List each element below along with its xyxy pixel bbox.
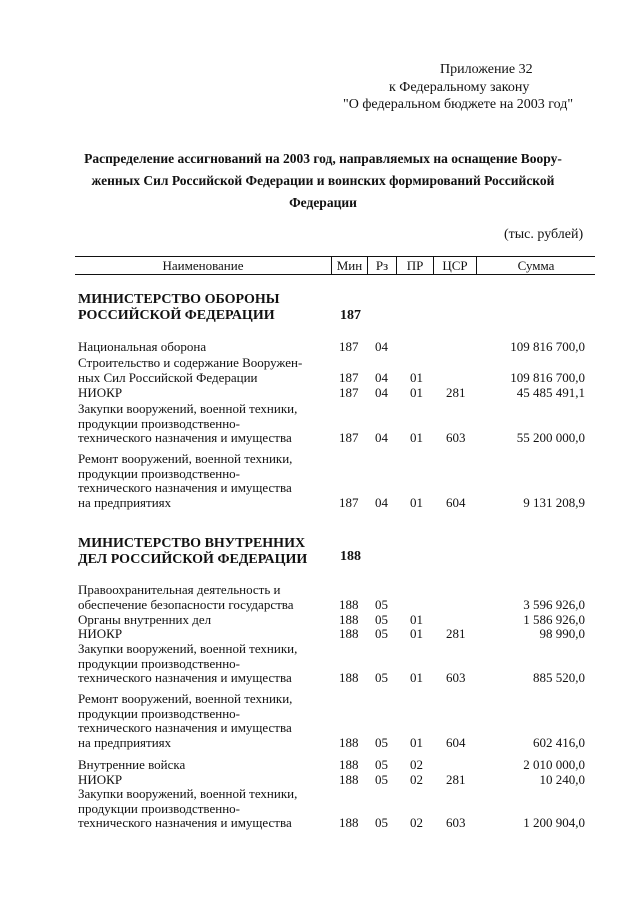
row-name: Внутренние войска [78, 757, 186, 772]
table-header [75, 256, 595, 275]
table-row [0, 627, 640, 642]
table-row [0, 402, 640, 446]
row-min-code: 188 [339, 612, 359, 627]
ministry-title-line-1: МИНИСТЕРСТВО ОБОРОНЫ [78, 292, 280, 307]
ministry-title-line-2: РОССИЙСКОЙ ФЕДЕРАЦИИ [78, 308, 275, 323]
row-min-code: 188 [339, 757, 359, 772]
row-min-code: 187 [339, 369, 359, 385]
units-note: (тыс. рублей) [504, 227, 584, 242]
row-csr-code: 603 [446, 670, 466, 685]
row-pr-code: 01 [410, 626, 423, 641]
row-name: Закупки вооружений, военной техники, продукции производственно- технического назначения и имущества [78, 401, 298, 445]
table-row [0, 356, 640, 385]
row-rz-code: 05 [375, 734, 388, 750]
row-name: Правоохранительная деятельность и обеспечение безопасности государства [78, 582, 294, 612]
row-sum: 55 200 000,0 [516, 430, 585, 445]
row-pr-code: 01 [410, 369, 423, 385]
row-min-code: 188 [339, 596, 359, 612]
row-min-code: 188 [339, 772, 359, 787]
row-csr-code: 604 [446, 494, 466, 510]
row-name: Органы внутренних дел [78, 612, 212, 627]
row-sum: 3 596 926,0 [523, 596, 585, 612]
title-line-1: Распределение ассигнований на 2003 год, направляемых на оснащение Воору- [84, 151, 562, 166]
appendix-number: Приложение 32 [440, 62, 533, 77]
row-name: Национальная оборона [78, 339, 207, 354]
row-name: НИОКР [78, 385, 123, 400]
table-row [0, 340, 640, 355]
row-name: Закупки вооружений, военной техники, продукции производственно- технического назначения и имущества [78, 786, 298, 830]
row-rz-code: 05 [375, 596, 388, 612]
table-row [0, 642, 640, 686]
title-line-3: Федерации [289, 195, 357, 210]
row-name: Ремонт вооружений, военной техники, продукции производственно- технического назначения и имущества на предприятиях [78, 451, 293, 510]
row-min-code: 188 [339, 734, 359, 750]
row-pr-code: 01 [410, 670, 423, 685]
row-rz-code: 05 [375, 757, 388, 772]
col-header-name: Наименование [75, 257, 332, 274]
row-rz-code: 04 [375, 385, 388, 400]
row-min-code: 188 [339, 670, 359, 685]
table-row [0, 452, 640, 510]
row-name: НИОКР [78, 772, 123, 787]
row-sum: 602 416,0 [533, 734, 585, 750]
row-rz-code: 04 [375, 339, 388, 354]
row-pr-code: 01 [410, 494, 423, 510]
appendix-law-ref: к Федеральному закону [389, 80, 530, 95]
table-row [0, 583, 640, 612]
appendix-law-title: "О федеральном бюджете на 2003 год" [343, 97, 574, 112]
row-min-code: 188 [339, 815, 359, 830]
row-pr-code: 02 [410, 772, 423, 787]
row-min-code: 188 [339, 626, 359, 641]
row-csr-code: 281 [446, 626, 466, 641]
col-header-csr: ЦСР [434, 257, 477, 274]
row-pr-code: 01 [410, 734, 423, 750]
row-sum: 1 200 904,0 [523, 815, 585, 830]
row-sum: 1 586 926,0 [523, 612, 585, 627]
col-header-rz: Рз [368, 257, 397, 274]
table-row [0, 758, 640, 773]
row-rz-code: 05 [375, 612, 388, 627]
row-rz-code: 04 [375, 494, 388, 510]
row-name: Закупки вооружений, военной техники, продукции производственно- технического назначения и имущества [78, 641, 298, 685]
row-sum: 9 131 208,9 [523, 494, 585, 510]
row-csr-code: 281 [446, 772, 466, 787]
row-csr-code: 604 [446, 734, 466, 750]
row-pr-code: 01 [410, 430, 423, 445]
row-pr-code: 02 [410, 815, 423, 830]
row-sum: 109 816 700,0 [510, 369, 585, 385]
row-min-code: 187 [339, 339, 359, 354]
ministry-code: 188 [340, 549, 361, 564]
row-rz-code: 04 [375, 430, 388, 445]
col-header-pr: ПР [397, 257, 434, 274]
row-csr-code: 281 [446, 385, 466, 400]
row-sum: 45 485 491,1 [516, 385, 585, 400]
title-line-2: женных Сил Российской Федерации и воинских формирований Российской [91, 173, 555, 188]
row-rz-code: 05 [375, 670, 388, 685]
row-name: Ремонт вооружений, военной техники, продукции производственно- технического назначения и имущества на предприятиях [78, 691, 293, 750]
document-title [78, 148, 568, 214]
row-rz-code: 04 [375, 369, 388, 385]
ministry-title-line-2: ДЕЛ РОССИЙСКОЙ ФЕДЕРАЦИИ [78, 552, 308, 567]
row-rz-code: 05 [375, 772, 388, 787]
row-pr-code: 02 [410, 757, 423, 772]
ministry-title-line-1: МИНИСТЕРСТВО ВНУТРЕННИХ [78, 536, 306, 551]
row-pr-code: 01 [410, 612, 423, 627]
row-name: НИОКР [78, 626, 123, 641]
table-row [0, 386, 640, 401]
row-sum: 10 240,0 [539, 772, 585, 787]
row-sum: 885 520,0 [533, 670, 585, 685]
row-min-code: 187 [339, 494, 359, 510]
ministry-code: 187 [340, 308, 361, 323]
row-sum: 98 990,0 [539, 626, 585, 641]
row-min-code: 187 [339, 385, 359, 400]
row-min-code: 187 [339, 430, 359, 445]
row-rz-code: 05 [375, 626, 388, 641]
table-row [0, 787, 640, 831]
col-header-min: Мин [332, 257, 368, 274]
row-pr-code: 01 [410, 385, 423, 400]
row-csr-code: 603 [446, 815, 466, 830]
row-rz-code: 05 [375, 815, 388, 830]
table-row [0, 692, 640, 750]
col-header-sum: Сумма [517, 258, 555, 273]
row-name: Строительство и содержание Вооружен- ных Сил Российской Федерации [78, 355, 303, 385]
row-csr-code: 603 [446, 430, 466, 445]
row-sum: 2 010 000,0 [523, 757, 585, 772]
row-sum: 109 816 700,0 [510, 339, 585, 354]
